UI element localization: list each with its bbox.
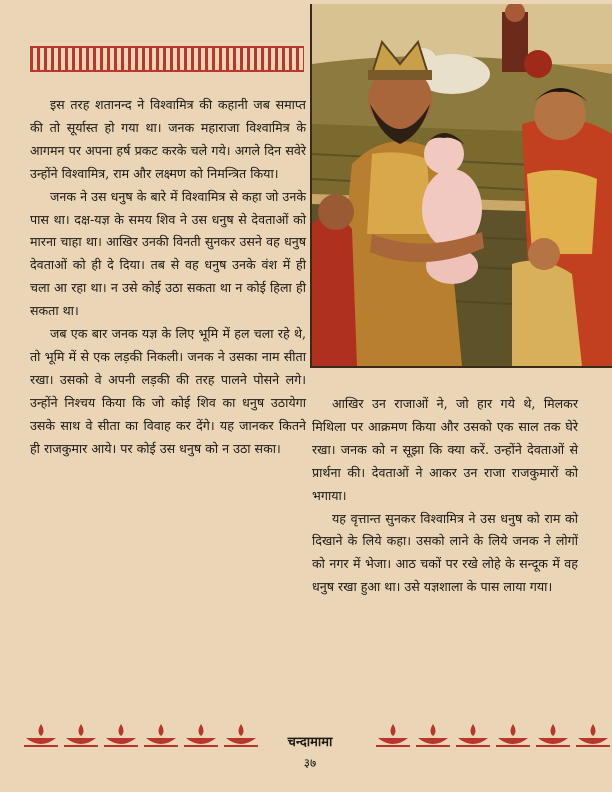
magazine-title: चन्दामामा: [287, 735, 333, 750]
paragraph: जब एक बार जनक यज्ञ के लिए भूमि में हल चला रहे थे, तो भूमि में से एक लड़की निकली। जनक ने उसका नाम सीता रखा। उसको वे अपनी लड़की की तरह पालने पोसने लगे। उन्होंने निश्चय किया कि जो कोई शिव का धनुष उठायेगा उसके साथ वे सीता का विवाह कर देंगे। यह जानकर कितने ही राजकुमार आये। पर कोई उस धनुष को न उठा सका।: [30, 326, 306, 456]
lamp-ornament-icon: [496, 722, 530, 748]
lamp-ornament-icon: [416, 722, 450, 748]
paragraph: जनक ने उस धनुष के बारे में विश्वामित्र से कहा जो उनके पास था। दक्ष-यज्ञ के समय शिव ने उस धनुष से देवताओं को मारना चाहा था। आखिर उनकी विनती सुनकर उसने वह धनुष देवताओं को ही दे दिया। तब से वह धनुष उनके वंश में ही चला आ रहा था। न उसे कोई उठा सकता था न कोई हिला ही सकता था।: [30, 188, 306, 319]
right-text-column: [312, 393, 578, 599]
lamp-ornament-icon: [184, 722, 218, 748]
paragraph: यह वृत्तान्त सुनकर विश्वामित्र ने उस धनुष को राम को दिखाने के लिये कहा। उसको लाने के लिये जनक ने लोगों को नगर में भेजा। आठ चकों पर रखे लोहे के सन्दूक में वह धनुष रखा हुआ था। उसे यज्ञशाला के पास लाया गया।: [312, 510, 578, 595]
story-illustration: [310, 4, 612, 368]
page-number: ३७: [303, 756, 317, 770]
lamp-ornament-icon: [224, 722, 258, 748]
lamp-ornament-icon: [376, 722, 410, 748]
paragraph: इस तरह शतानन्द ने विश्वामित्र की कहानी जब समाप्त की तो सूर्यास्त हो गया था। जनक महाराजा विश्वामित्र के आगमन पर अपना हर्ष प्रकट करके चले गये। अगले दिन सवेरे उन्होंने विश्वामित्र, राम और लक्ष्मण को निमन्त्रित किया।: [30, 97, 306, 181]
page-footer: [0, 722, 612, 774]
footer-ornament-right: [376, 722, 612, 752]
left-text-column: [30, 94, 306, 461]
lamp-ornament-icon: [24, 722, 58, 748]
lamp-ornament-icon: [576, 722, 610, 748]
lamp-ornament-icon: [104, 722, 138, 748]
paragraph: आखिर उन राजाओं ने, जो हार गये थे, मिलकर मिथिला पर आक्रमण किया और उसको एक साल तक घेरे रखा। जनक को न सूझा कि क्या करें. उन्होंने देवताओं से प्रार्थना की। देवताओं ने आकर उन राजा राजकुमारों को भगाया।: [312, 396, 578, 503]
lamp-ornament-icon: [64, 722, 98, 748]
lamp-ornament-icon: [456, 722, 490, 748]
footer-ornament-left: [24, 722, 258, 752]
lamp-ornament-icon: [144, 722, 178, 748]
decorative-border: [30, 46, 304, 72]
lamp-ornament-icon: [536, 722, 570, 748]
illustration-janaka-with-infant-sita: [312, 4, 612, 366]
